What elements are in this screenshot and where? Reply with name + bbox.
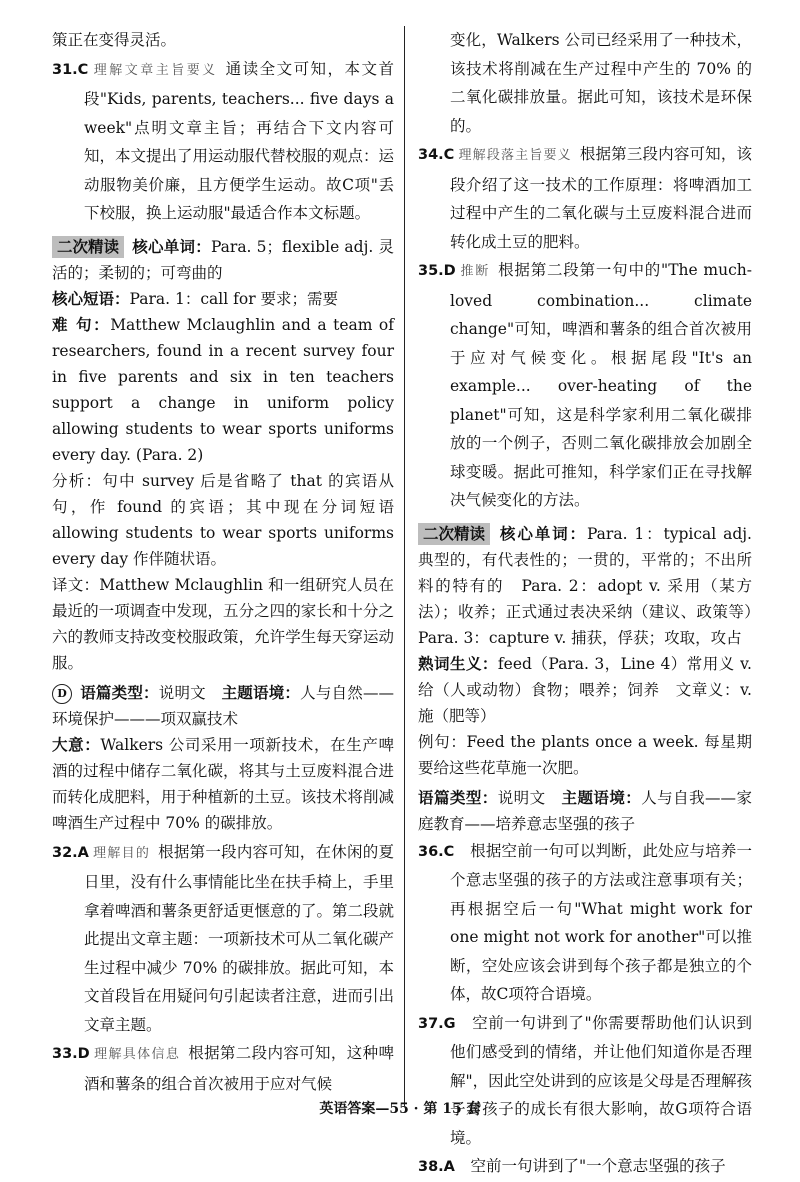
jingdu-badge: 二次精读 <box>418 523 490 545</box>
answer-38 <box>418 1152 752 1182</box>
question-number: 37.G <box>418 1015 456 1032</box>
answer-37 <box>418 1009 752 1153</box>
phrase-label: 核心短语： <box>52 288 130 308</box>
shuci-label: 熟词生义： <box>418 653 498 673</box>
answer-text: 通读全文可知，本文首段"Kids, parents, teachers... five days a week"点明文章主旨；再结合下文内容可知，本文提出了用运动服代替校服的观点：运动服物美价廉，且方便学生运动。故C项"丢下校服，换上运动服"最适合作本文标题。 <box>84 59 395 222</box>
question-number: 36.C <box>418 843 455 860</box>
hard-sentence-label: 难 句： <box>52 314 111 334</box>
answer-36 <box>418 837 752 1009</box>
right-column <box>418 26 768 1182</box>
question-number: 32.A <box>52 844 89 861</box>
translation-text: 译文：Matthew Mclaughlin 和一组研究人员在最近的一项调查中发现，五分之四的家长和十分之六的教师支持改变校服政策，允许学生每天穿运动服。 <box>52 575 394 672</box>
continued-text: 变化，Walkers 公司已经采用了一种技术，该技术将削减在生产过程中产生的 70% 的二氧化碳排放量。据此可知，该技术是环保的。 <box>450 31 752 135</box>
answer-text: 根据第一段内容可知，在休闲的夏日里，没有什么事情能比坐在扶手椅上，手里拿着啤酒和薯条更舒适更惬意的了。第二段就此提出文章主题：一项新技术可从二氧化碳产生过程中减少 70% 的碳排放。据此可知，本文首段旨在用疑问句引起读者注意，进而引出文章主题。 <box>84 842 395 1034</box>
theme-label: 主题语境： <box>561 787 642 807</box>
answer-32 <box>52 838 394 1040</box>
vocab-label: 核心单词： <box>498 523 587 543</box>
summary-label: 大意： <box>52 734 101 754</box>
shuci-text: feed（Para. 3，Line 4）常用义 v. 给（人或动物）食物；喂养；饲养 文章义：v. 施（肥等） <box>418 654 752 725</box>
answer-35 <box>418 256 752 515</box>
type-label: 语篇类型： <box>418 787 498 807</box>
vocab-text: Para. 5；flexible adj. 灵活的；柔韧的；可弯曲的 <box>52 237 394 282</box>
answer-text: 空前一句讲到了"你需要帮助他们认识到他们感受到的情绪，并让他们知道你是否理解"，因此空处讲到的应该是父母是否理解孩子对孩子的成长有很大影响，故G项符合语境。 <box>450 1013 752 1147</box>
shuci-block <box>418 651 752 729</box>
phrase-text: Para. 1：call for 要求；需要 <box>129 289 339 308</box>
question-type-tag: 推断 <box>459 264 491 279</box>
question-type-tag: 理解具体信息 <box>93 1047 181 1062</box>
answer-text: 空前一句讲到了"一个意志坚强的孩子 <box>470 1157 726 1175</box>
section-d-icon: D <box>52 684 72 704</box>
question-number: 38.A <box>418 1159 455 1175</box>
vocab-block <box>52 234 394 286</box>
vocab-label: 核心单词： <box>132 236 211 256</box>
summary-text: Walkers 公司采用一项新技术，在生产啤酒的过程中储存二氧化碳，将其与土豆废料混合进而转化成肥料，用于种植新的土豆。该技术将削减啤酒生产过程中 70% 的碳排放。 <box>52 735 394 832</box>
vocab-text: Para. 1：typical adj. 典型的，有代表性的；一贯的，平常的；不出所料的特有的 Para. 2：adopt v. 采用（某方法）；收养；正式通过表决采纳（建议、政策等） Para. 3：capture v. 捕获，俘获；攻取，攻占 <box>418 524 768 647</box>
section-d-header <box>52 680 394 732</box>
question-number: 33.D <box>52 1046 90 1062</box>
theme-label: 主题语境： <box>221 682 301 702</box>
example-text: 例句：Feed the plants once a week. 每星期要给这些花草施一次肥。 <box>418 732 752 777</box>
page-footer: 英语答案—55 · 第 15 套 <box>319 1101 481 1117</box>
answer-text: 根据第三段内容可知，该段介绍了这一技术的工作原理：将啤酒加工过程中产生的二氧化碳与土豆废料混合进而转化成土豆的肥料。 <box>450 145 752 251</box>
analysis-text: 分析：句中 survey 后是省略了 that 的宾语从句，作 found 的宾语；其中现在分词短语 allowing students to wear sports uniforms every day 作伴随状语。 <box>52 471 394 568</box>
question-number: 35.D <box>418 263 456 279</box>
answer-34 <box>418 140 752 256</box>
theme-text: 人与自然——环境保护———项双赢技术 <box>52 683 394 728</box>
jingdu-badge: 二次精读 <box>52 236 124 258</box>
question-type-tag: 理解目的 <box>92 845 151 861</box>
vocab-block <box>418 521 768 651</box>
intro-text: 策正在变得灵活。 <box>52 31 177 49</box>
question-type-tag: 理解段落主旨要义 <box>458 148 572 163</box>
type-text: 说明文 <box>497 788 546 807</box>
answer-text: 根据空前一句可以判断，此处应与培养一个意志坚强的孩子的方法或注意事项有关；再根据空后一句"What might work for one might not work for another"可以推断，空处应该会讲到每个孩子都是独立的个体，故C项符合语境。 <box>450 841 752 1003</box>
type-label: 语篇类型： <box>80 682 159 702</box>
summary-block <box>52 732 394 836</box>
question-number: 31.C <box>52 61 89 78</box>
phrase-block <box>52 286 394 312</box>
answer-text: 根据第二段内容可知，这种啤酒和薯条的组合首次被用于应对气候 <box>84 1044 394 1093</box>
hard-sentence-text: Matthew Mclaughlin and a team of researchers, found in a recent survey four in five parents and six in ten teachers support a change in uniform policy allowing students to wear sports uniforms every day. (Para. 2) <box>52 315 394 464</box>
answer-33 <box>52 1039 394 1098</box>
question-number: 34.C <box>418 147 455 163</box>
section-e-header <box>418 785 752 837</box>
answer-text: 根据第二段第一句中的"The much-loved combination... climate change"可知，啤酒和薯条的组合首次被用于应对气候变化。根据尾段"It's an example... over-heating of the planet"可知，这是科学家利用二氧化碳排放的一个例子，否则二氧化碳排放会加剧全球变暖。据此可推知，科学家们正在寻找解决气候变化的方法。 <box>450 261 752 509</box>
column-divider <box>404 26 405 1106</box>
type-text: 说明文 <box>158 683 206 702</box>
left-column <box>52 26 394 1098</box>
question-type-tag: 理解文章主旨要义 <box>92 62 218 78</box>
theme-text: 人与自我——家庭教育——培养意志坚强的孩子 <box>418 788 752 833</box>
answer-31 <box>52 55 394 228</box>
hard-sentence-block <box>52 312 394 468</box>
